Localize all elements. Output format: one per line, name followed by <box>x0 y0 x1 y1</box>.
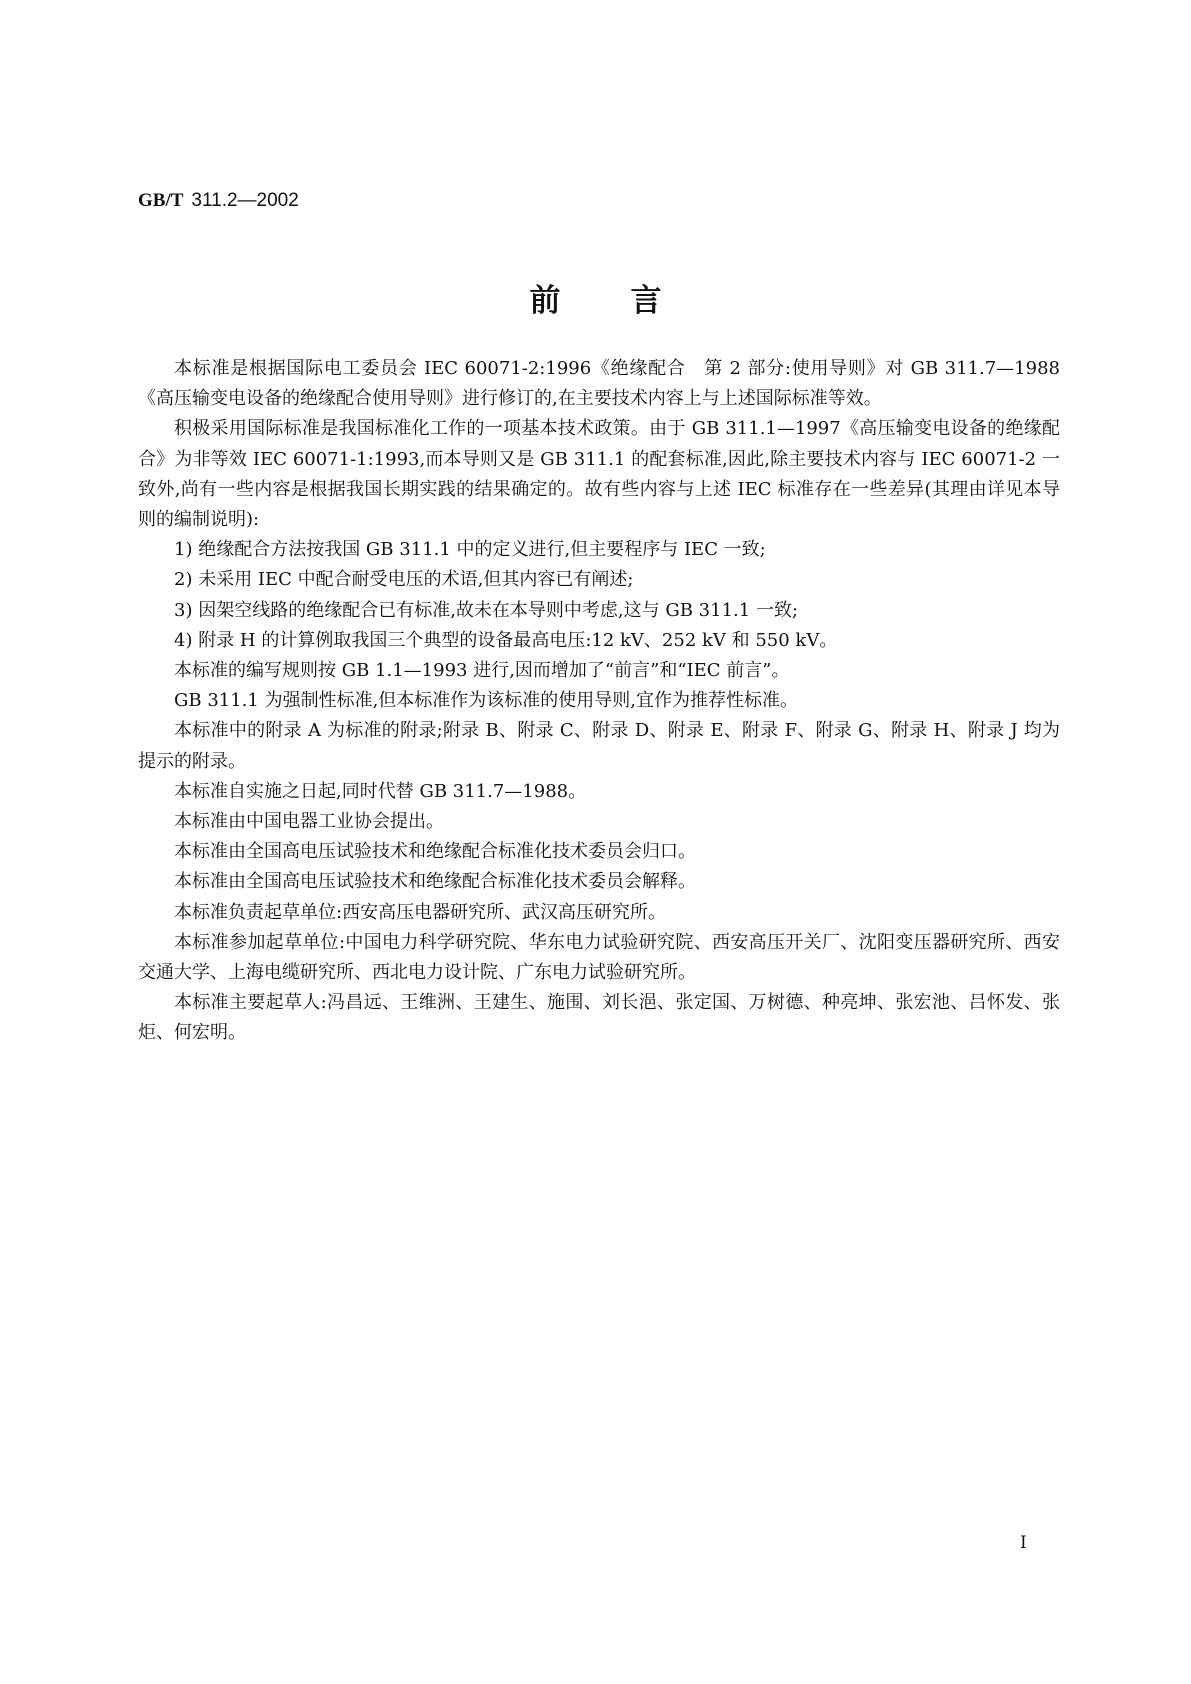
paragraph: 本标准中的附录 A 为标准的附录;附录 B、附录 C、附录 D、附录 E、附录 F、附录 G、附录 H、附录 J 均为提示的附录。 <box>138 720 1060 772</box>
paragraph: GB 311.1 为强制性标准,但本标准作为该标准的使用导则,宜作为推荐性标准。 <box>174 690 799 712</box>
foreword-body <box>138 354 1060 1049</box>
paragraph: 本标准由中国电器工业协会提出。 <box>174 811 444 833</box>
standard-prefix: GB/T <box>138 190 184 211</box>
paragraph: 本标准的编写规则按 GB 1.1—1993 进行,因而增加了“前言”和“IEC 前言”。 <box>174 660 790 682</box>
paragraph: 积极采用国际标准是我国标准化工作的一项基本技术政策。由于 GB 311.1—1997《高压输变电设备的绝缘配合》为非等效 IEC 60071-1:1993,而本导则又是 GB 311.1 的配套标准,因此,除主要技术内容与 IEC 60071-2 一致外,尚有一些内容是根据我国长期实践的结果确定的。故有些内容与上述 IEC 标准存在一些差异(其理由详见本导则的编制说明): <box>138 418 1060 531</box>
paragraph: 本标准是根据国际电工委员会 IEC 60071-2:1996《绝缘配合 第 2 部分:使用导则》对 GB 311.7—1988《高压输变电设备的绝缘配合使用导则》进行修订的,在主要技术内容上与上述国际标准等效。 <box>138 358 1060 410</box>
paragraph: 本标准参加起草单位:中国电力科学研究院、华东电力试验研究院、西安高压开关厂、沈阳变压器研究所、西安交通大学、上海电缆研究所、西北电力设计院、广东电力试验研究所。 <box>138 931 1060 984</box>
list-item: 3) 因架空线路的绝缘配合已有标准,故未在本导则中考虑,这与 GB 311.1 一致; <box>174 599 799 621</box>
list-item: 4) 附录 H 的计算例取我国三个典型的设备最高电压:12 kV、252 kV 和 550 kV。 <box>174 629 838 651</box>
title-char-1: 前 <box>529 283 561 319</box>
standard-number-header <box>138 188 299 213</box>
page-number: I <box>1020 1533 1027 1553</box>
paragraph: 本标准由全国高电压试验技术和绝缘配合标准化技术委员会归口。 <box>174 841 696 863</box>
list-item: 2) 未采用 IEC 中配合耐受电压的术语,但其内容已有阐述; <box>174 569 634 591</box>
paragraph: 本标准自实施之日起,同时代替 GB 311.7—1988。 <box>174 780 587 802</box>
list-item: 1) 绝缘配合方法按我国 GB 311.1 中的定义进行,但主要程序与 IEC 一致; <box>174 539 766 561</box>
paragraph: 本标准由全国高电压试验技术和绝缘配合标准化技术委员会解释。 <box>174 871 696 893</box>
page-title <box>0 281 1191 321</box>
title-char-2: 言 <box>630 283 662 319</box>
paragraph: 本标准负责起草单位:西安高压电器研究所、武汉高压研究所。 <box>174 901 667 923</box>
paragraph: 本标准主要起草人:冯昌远、王维洲、王建生、施围、刘长浥、张定国、万树德、种亮坤、张宏池、吕怀发、张炬、何宏明。 <box>138 992 1060 1044</box>
standard-number: 311.2—2002 <box>191 190 299 211</box>
